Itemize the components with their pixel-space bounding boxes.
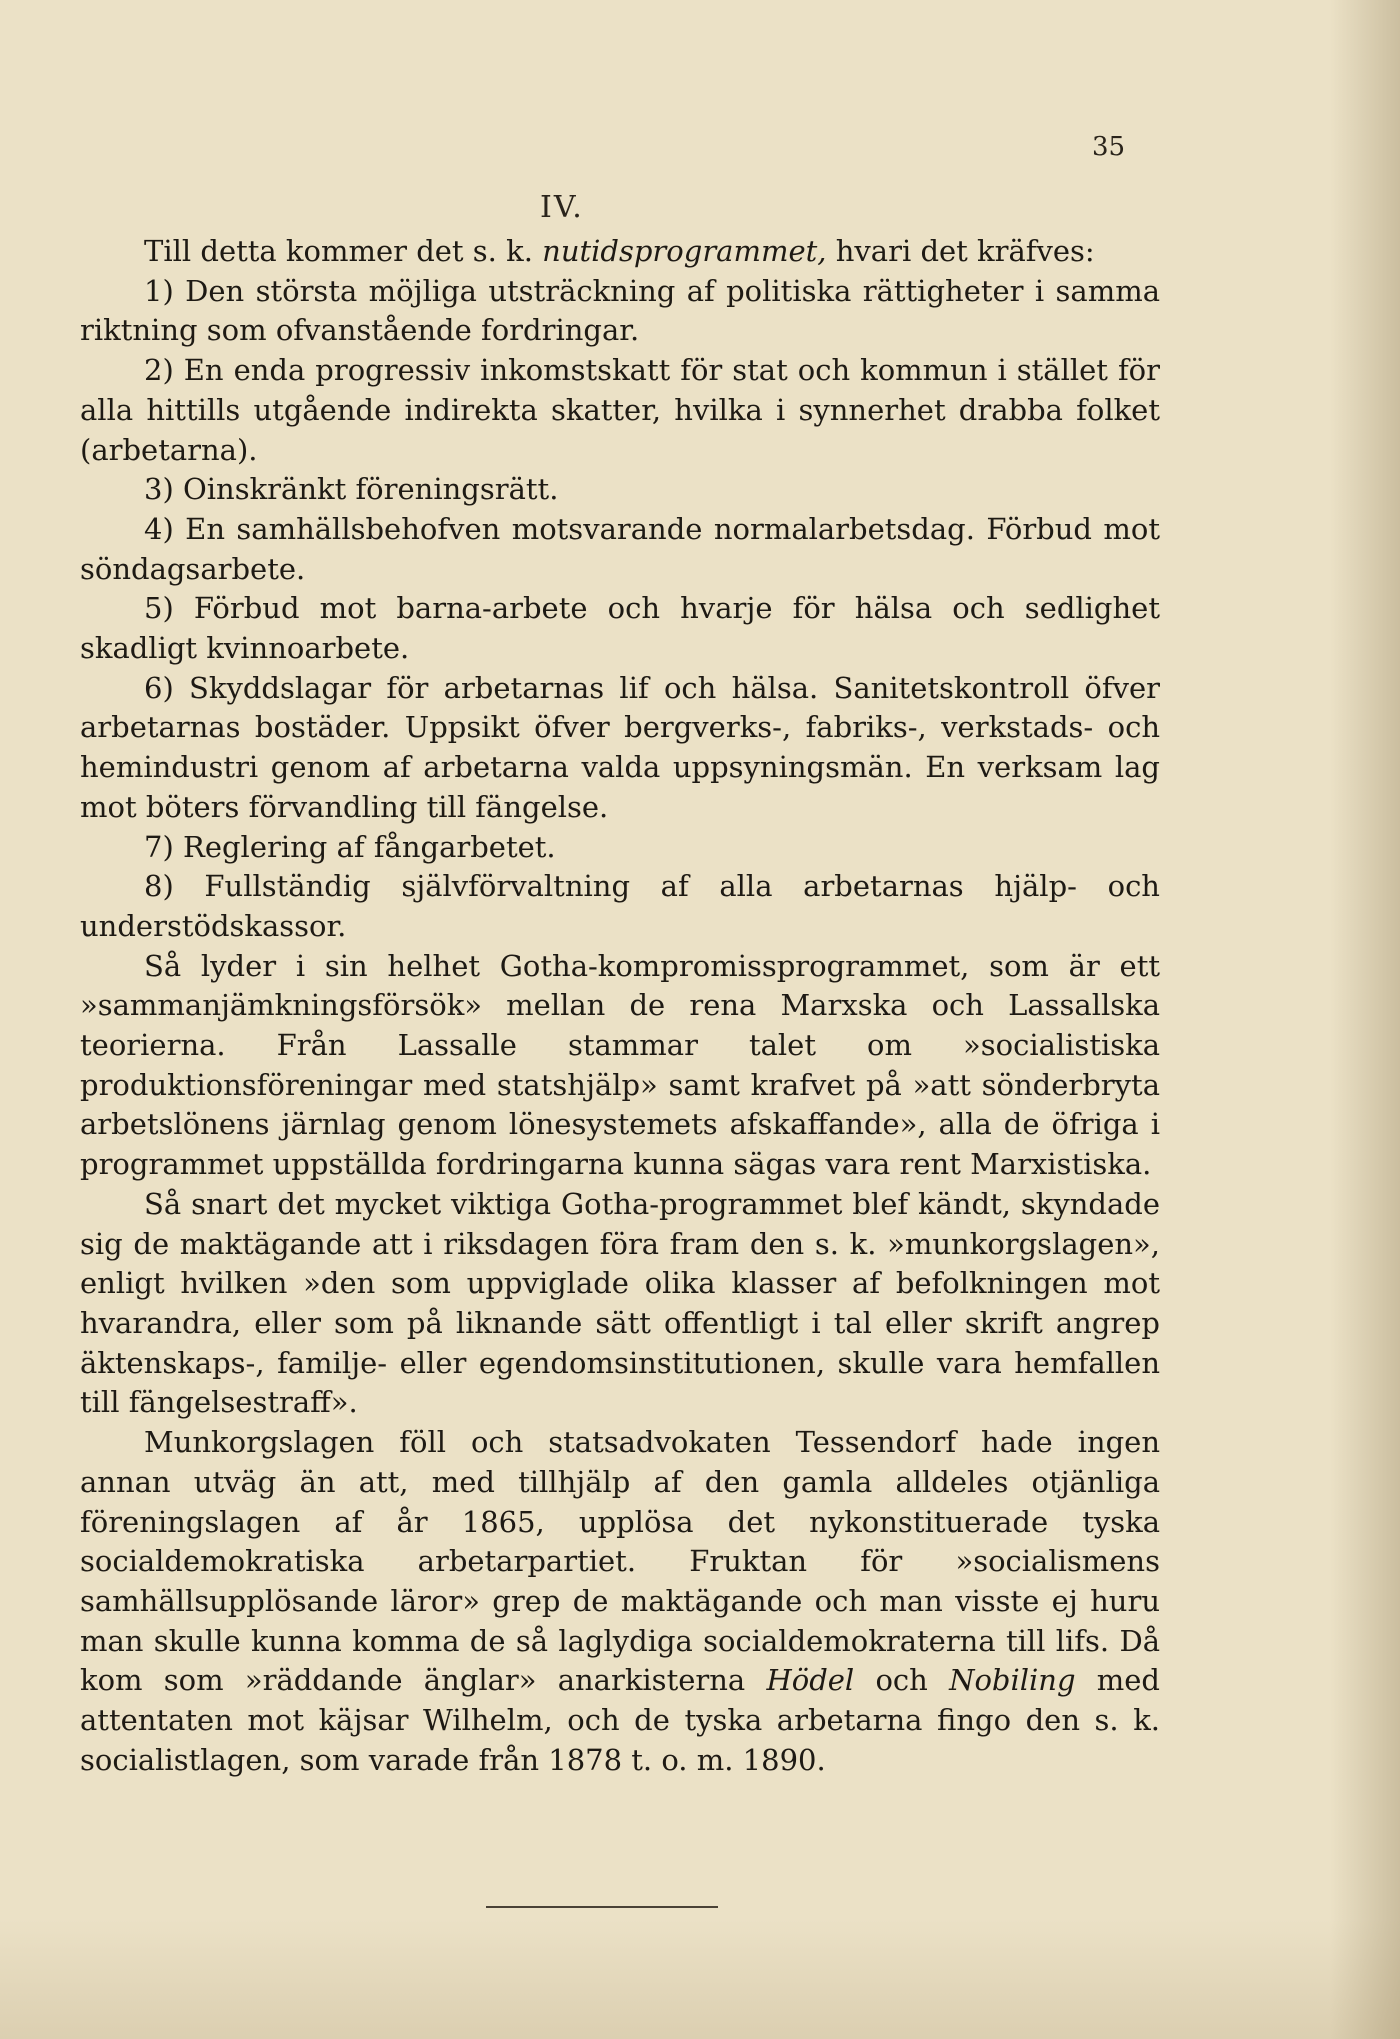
list-item-2: 2) En enda progressiv inkomstskatt för stat och kommun i stället för alla hittills utgående indirekta skatter, hvilka i synnerhet drabba folket (arbetarna). (80, 353, 1160, 467)
name-hodel: Hödel (766, 1663, 855, 1698)
body-text (80, 232, 1160, 1780)
list-item-7: 7) Reglering af fångarbetet. (144, 829, 556, 864)
list-item-4: 4) En samhällsbehofven motsvarande normalarbetsdag. Förbud mot söndagsarbete. (80, 511, 1160, 586)
page-bottom-shade (0, 1919, 1400, 2039)
last-mid: och (854, 1663, 950, 1698)
list-item-8: 8) Fullständig självförvaltning af alla arbetarnas hjälp- och understödskassor. (80, 869, 1160, 943)
name-nobiling: Nobiling (949, 1663, 1076, 1698)
last-post: med attentaten mot käjsar Wilhelm, och de tyska arbetarna fingo den s. k. socialistlagen, som varade från 1878 t. o. m. 1890. (80, 1663, 1160, 1777)
intro-post: hvari det kräfves: (826, 234, 1095, 268)
page-number: 35 (1092, 132, 1126, 162)
intro-emphasis: nutidsprogrammet, (542, 234, 827, 268)
end-rule (486, 1906, 718, 1908)
list-item-3: 3) Oinskränkt föreningsrätt. (144, 472, 559, 507)
list-item-1: 1) Den största möjliga utsträckning af politiska rättigheter i samma riktning som ofvanstående fordringar. (80, 273, 1160, 348)
last-pre: Munkorgslagen föll och statsadvokaten Tessendorf hade ingen annan utväg än att, med tillhjälp af den gamla alldeles otjänliga föreningslagen af år 1865, upplösa det nykonstituerade tyska socialdemokratiska arbetarpartiet. Fruktan för »socialismens samhällsupplösande läror» grep de maktägande och man visste ej huru man skulle kunna komma de så laglydiga socialdemokraterna till lifs. Då kom som »räddande änglar» anarkisterna (80, 1425, 1160, 1698)
paragraph-munkorgslagen: Så snart det mycket viktiga Gotha-programmet blef kändt, skyndade sig de maktägande att i riksdagen föra fram den s. k. »munkorgslagen», enligt hvilken »den som uppviglade olika klasser af befolkningen mot hvarandra, eller som på liknande sätt offentligt i tal eller skrift angrep äktenskaps-, familje- eller egendomsinstitutionen, skulle vara hemfallen till fängelsestraff». (80, 1186, 1160, 1420)
paragraph-gotha-compromise: Så lyder i sin helhet Gotha-kompromissprogrammet, som är ett »sammanjämkningsförsök» mellan de rena Marxska och Lassallska teorierna. Från Lassalle stammar talet om »socialistiska produktionsföreningar med statshjälp» samt krafvet på »att sönderbryta arbetslönens järnlag genom lönesystemets afskaffande», alla de öfriga i programmet uppställda fordringarna kunna sägas vara rent Marxistiska. (80, 948, 1160, 1182)
list-item-6: 6) Skyddslagar för arbetarnas lif och hälsa. Sanitetskontroll öfver arbetarnas bostäder. Uppsikt öfver bergverks-, fabriks-, verkstads- och hemindustri genom af arbetarna valda uppsyningsmän. En verksam lag mot böters förvandling till fängelse. (80, 670, 1160, 824)
intro-pre: Till detta kommer det s. k. (144, 234, 543, 268)
paragraph-socialistlagen (80, 1423, 1160, 1780)
list-item-5: 5) Förbud mot barna-arbete och hvarje för hälsa och sedlighet skadligt kvinnoarbete. (80, 591, 1160, 666)
page-edge-shadow (1330, 0, 1400, 2039)
section-heading: IV. (540, 190, 584, 225)
intro-paragraph (80, 232, 1160, 272)
